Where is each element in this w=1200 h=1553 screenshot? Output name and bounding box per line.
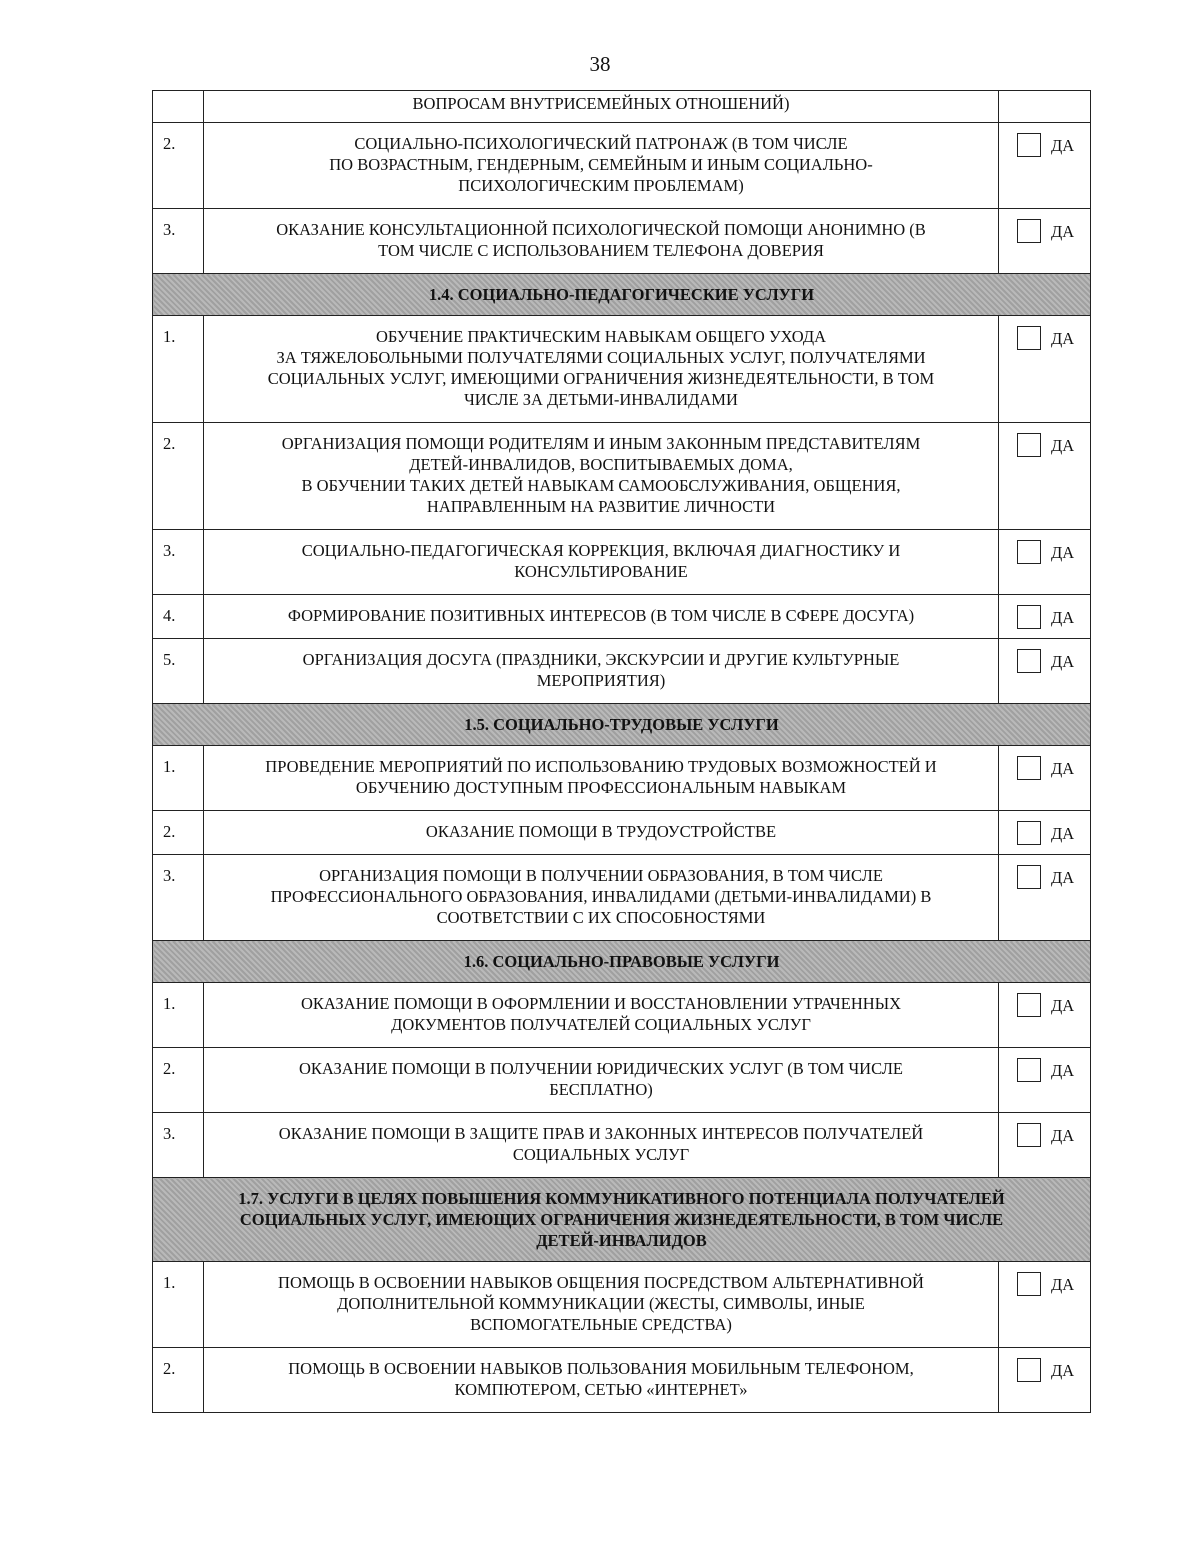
section-title-line: СОЦИАЛЬНЫХ УСЛУГ, ИМЕЮЩИХ ОГРАНИЧЕНИЯ ЖИЗНЕДЕЯТЕЛЬНОСТИ, В ТОМ ЧИСЛЕ	[239, 1210, 1004, 1229]
section-title: 1.4. СОЦИАЛЬНО-ПЕДАГОГИЧЕСКИЕ УСЛУГИ	[153, 274, 1091, 316]
yes-checkbox[interactable]	[1017, 865, 1041, 889]
service-text-line: ОКАЗАНИЕ ПОМОЩИ В ТРУДОУСТРОЙСТВЕ	[425, 822, 777, 841]
service-text	[204, 1262, 999, 1348]
service-text-line: СОЦИАЛЬНО-ПСИХОЛОГИЧЕСКИЙ ПАТРОНАЖ (В ТОМ ЧИСЛЕ	[354, 134, 848, 153]
row-number: 4.	[153, 595, 204, 639]
service-row	[153, 1048, 1091, 1113]
continuation-row	[153, 91, 1091, 123]
yes-checkbox[interactable]	[1017, 756, 1041, 780]
service-row	[153, 316, 1091, 423]
yes-label: ДА	[1051, 1060, 1075, 1080]
row-number: 3.	[153, 1113, 204, 1178]
service-text	[204, 595, 999, 639]
service-text-line: В ОБУЧЕНИИ ТАКИХ ДЕТЕЙ НАВЫКАМ САМООБСЛУЖИВАНИЯ, ОБЩЕНИЯ,	[301, 476, 901, 495]
checkbox-cell	[999, 1113, 1091, 1178]
checkbox-cell	[999, 423, 1091, 530]
section-title: 1.5. СОЦИАЛЬНО-ТРУДОВЫЕ УСЛУГИ	[153, 704, 1091, 746]
row-number: 2.	[153, 1048, 204, 1113]
section-title	[153, 1178, 1091, 1262]
section-header-row	[153, 941, 1091, 983]
service-text-line: ТОМ ЧИСЛЕ С ИСПОЛЬЗОВАНИЕМ ТЕЛЕФОНА ДОВЕРИЯ	[378, 241, 824, 260]
service-row	[153, 1262, 1091, 1348]
service-row	[153, 855, 1091, 941]
checkbox-cell	[999, 123, 1091, 209]
checkbox-cell	[999, 1048, 1091, 1113]
row-number: 1.	[153, 983, 204, 1048]
service-text-line: ЗА ТЯЖЕЛОБОЛЬНЫМИ ПОЛУЧАТЕЛЯМИ СОЦИАЛЬНЫХ УСЛУГ, ПОЛУЧАТЕЛЯМИ	[276, 348, 926, 367]
row-number: 1.	[153, 746, 204, 811]
yes-label: ДА	[1051, 651, 1075, 671]
row-number: 2.	[153, 1348, 204, 1413]
row-number: 2.	[153, 423, 204, 530]
service-text-line: ПОМОЩЬ В ОСВОЕНИИ НАВЫКОВ ПОЛЬЗОВАНИЯ МОБИЛЬНЫМ ТЕЛЕФОНОМ,	[288, 1359, 914, 1378]
service-text-line: КОНСУЛЬТИРОВАНИЕ	[514, 562, 688, 581]
service-row	[153, 1113, 1091, 1178]
row-number: 1.	[153, 316, 204, 423]
service-text-line: ПСИХОЛОГИЧЕСКИМ ПРОБЛЕМАМ)	[458, 176, 744, 195]
service-text-line: ОКАЗАНИЕ ПОМОЩИ В ПОЛУЧЕНИИ ЮРИДИЧЕСКИХ УСЛУГ (В ТОМ ЧИСЛЕ	[299, 1059, 903, 1078]
checkbox-cell	[999, 811, 1091, 855]
checkbox-cell	[999, 530, 1091, 595]
yes-label: ДА	[1051, 607, 1075, 627]
section-header-row	[153, 274, 1091, 316]
section-header-row	[153, 704, 1091, 746]
service-text	[204, 91, 999, 123]
yes-checkbox[interactable]	[1017, 1358, 1041, 1382]
row-number: 3.	[153, 530, 204, 595]
service-row	[153, 123, 1091, 209]
service-text	[204, 639, 999, 704]
yes-label: ДА	[1051, 867, 1075, 887]
yes-label: ДА	[1051, 995, 1075, 1015]
service-text-line: ПОМОЩЬ В ОСВОЕНИИ НАВЫКОВ ОБЩЕНИЯ ПОСРЕДСТВОМ АЛЬТЕРНАТИВНОЙ	[278, 1273, 924, 1292]
service-text	[204, 811, 999, 855]
service-text-line: ДЕТЕЙ-ИНВАЛИДОВ, ВОСПИТЫВАЕМЫХ ДОМА,	[409, 455, 793, 474]
service-text	[204, 855, 999, 941]
section-title-line: 1.7. УСЛУГИ В ЦЕЛЯХ ПОВЫШЕНИЯ КОММУНИКАТИВНОГО ПОТЕНЦИАЛА ПОЛУЧАТЕЛЕЙ	[238, 1189, 1005, 1208]
checkbox-cell	[999, 595, 1091, 639]
service-text-line: ФОРМИРОВАНИЕ ПОЗИТИВНЫХ ИНТЕРЕСОВ (В ТОМ ЧИСЛЕ В СФЕРЕ ДОСУГА)	[287, 606, 915, 625]
page-number: 38	[589, 52, 611, 76]
checkbox-cell	[999, 209, 1091, 274]
row-number-cell	[153, 91, 204, 123]
service-text-line: ПРОВЕДЕНИЕ МЕРОПРИЯТИЙ ПО ИСПОЛЬЗОВАНИЮ ТРУДОВЫХ ВОЗМОЖНОСТЕЙ И	[265, 757, 937, 776]
service-text	[204, 316, 999, 423]
service-text-line: ОКАЗАНИЕ ПОМОЩИ В ОФОРМЛЕНИИ И ВОССТАНОВЛЕНИИ УТРАЧЕННЫХ	[300, 994, 901, 1013]
row-number: 3.	[153, 209, 204, 274]
service-row	[153, 1348, 1091, 1413]
yes-checkbox[interactable]	[1017, 133, 1041, 157]
service-row	[153, 746, 1091, 811]
service-text	[204, 1113, 999, 1178]
yes-label: ДА	[1051, 1360, 1075, 1380]
service-row	[153, 983, 1091, 1048]
row-number: 5.	[153, 639, 204, 704]
service-text-line: КОМПЮТЕРОМ, СЕТЬЮ «ИНТЕРНЕТ»	[454, 1380, 748, 1399]
service-text-line: СОЦИАЛЬНЫХ УСЛУГ	[512, 1145, 690, 1164]
row-number: 1.	[153, 1262, 204, 1348]
service-text-line: ОРГАНИЗАЦИЯ ПОМОЩИ В ПОЛУЧЕНИИ ОБРАЗОВАНИЯ, В ТОМ ЧИСЛЕ	[319, 866, 883, 885]
yes-label: ДА	[1051, 135, 1075, 155]
section-header-row	[153, 1178, 1091, 1262]
service-text	[204, 746, 999, 811]
checkbox-cell	[999, 639, 1091, 704]
yes-label: ДА	[1051, 435, 1075, 455]
service-text-line: ВСПОМОГАТЕЛЬНЫЕ СРЕДСТВА)	[470, 1315, 732, 1334]
service-text-line: ПРОФЕССИОНАЛЬНОГО ОБРАЗОВАНИЯ, ИНВАЛИДАМИ (ДЕТЬМИ-ИНВАЛИДАМИ) В	[270, 887, 932, 906]
checkbox-cell	[999, 91, 1091, 123]
yes-checkbox[interactable]	[1017, 649, 1041, 673]
yes-checkbox[interactable]	[1017, 821, 1041, 845]
service-text-line: ОБУЧЕНИЮ ДОСТУПНЫМ ПРОФЕССИОНАЛЬНЫМ НАВЫКАМ	[355, 778, 847, 797]
service-text-line: НАПРАВЛЕННЫМ НА РАЗВИТИЕ ЛИЧНОСТИ	[426, 497, 776, 516]
section-title-line: ДЕТЕЙ-ИНВАЛИДОВ	[536, 1231, 707, 1250]
service-text	[204, 123, 999, 209]
service-text-line: СОЦИАЛЬНЫХ УСЛУГ, ИМЕЮЩИМИ ОГРАНИЧЕНИЯ ЖИЗНЕДЕЯТЕЛЬНОСТИ, В ТОМ	[267, 369, 935, 388]
service-text-line: СОЦИАЛЬНО-ПЕДАГОГИЧЕСКАЯ КОРРЕКЦИЯ, ВКЛЮЧАЯ ДИАГНОСТИКУ И	[301, 541, 901, 560]
row-number: 2.	[153, 811, 204, 855]
service-row	[153, 530, 1091, 595]
service-row	[153, 209, 1091, 274]
yes-checkbox[interactable]	[1017, 219, 1041, 243]
service-text-line: БЕСПЛАТНО)	[549, 1080, 653, 1099]
yes-label: ДА	[1051, 542, 1075, 562]
service-text	[204, 1048, 999, 1113]
service-row	[153, 639, 1091, 704]
yes-checkbox[interactable]	[1017, 326, 1041, 350]
checkbox-cell	[999, 855, 1091, 941]
yes-checkbox[interactable]	[1017, 1058, 1041, 1082]
checkbox-cell	[999, 316, 1091, 423]
service-text	[204, 209, 999, 274]
yes-label: ДА	[1051, 1125, 1075, 1145]
checkbox-cell	[999, 983, 1091, 1048]
yes-checkbox[interactable]	[1017, 605, 1041, 629]
service-text	[204, 983, 999, 1048]
yes-label: ДА	[1051, 328, 1075, 348]
service-row	[153, 423, 1091, 530]
yes-checkbox[interactable]	[1017, 540, 1041, 564]
yes-label: ДА	[1051, 221, 1075, 241]
yes-label: ДА	[1051, 1274, 1075, 1294]
service-text-line: ОРГАНИЗАЦИЯ ПОМОЩИ РОДИТЕЛЯМ И ИНЫМ ЗАКОННЫМ ПРЕДСТАВИТЕЛЯМ	[281, 434, 921, 453]
service-text-line: ОРГАНИЗАЦИЯ ДОСУГА (ПРАЗДНИКИ, ЭКСКУРСИИ И ДРУГИЕ КУЛЬТУРНЫЕ	[302, 650, 900, 669]
service-row	[153, 595, 1091, 639]
service-row	[153, 811, 1091, 855]
services-table	[152, 90, 1091, 1413]
yes-label: ДА	[1051, 823, 1075, 843]
service-text-line: СООТВЕТСТВИИ С ИХ СПОСОБНОСТЯМИ	[436, 908, 766, 927]
service-text-line: ВОПРОСАМ ВНУТРИСЕМЕЙНЫХ ОТНОШЕНИЙ)	[412, 94, 790, 113]
service-text	[204, 1348, 999, 1413]
checkbox-cell	[999, 1262, 1091, 1348]
service-text-line: ОКАЗАНИЕ ПОМОЩИ В ЗАЩИТЕ ПРАВ И ЗАКОННЫХ ИНТЕРЕСОВ ПОЛУЧАТЕЛЕЙ	[278, 1124, 924, 1143]
checkbox-cell	[999, 1348, 1091, 1413]
service-text-line: МЕРОПРИЯТИЯ)	[536, 671, 666, 690]
checkbox-cell	[999, 746, 1091, 811]
service-text-line: ДОКУМЕНТОВ ПОЛУЧАТЕЛЕЙ СОЦИАЛЬНЫХ УСЛУГ	[391, 1015, 811, 1034]
yes-checkbox[interactable]	[1017, 1272, 1041, 1296]
service-text	[204, 530, 999, 595]
yes-checkbox[interactable]	[1017, 1123, 1041, 1147]
service-text-line: ЧИСЛЕ ЗА ДЕТЬМИ-ИНВАЛИДАМИ	[464, 390, 738, 409]
row-number: 3.	[153, 855, 204, 941]
yes-label: ДА	[1051, 758, 1075, 778]
section-title: 1.6. СОЦИАЛЬНО-ПРАВОВЫЕ УСЛУГИ	[153, 941, 1091, 983]
service-text-line: ОБУЧЕНИЕ ПРАКТИЧЕСКИМ НАВЫКАМ ОБЩЕГО УХОДА	[375, 327, 826, 346]
row-number: 2.	[153, 123, 204, 209]
service-text-line: ОКАЗАНИЕ КОНСУЛЬТАЦИОННОЙ ПСИХОЛОГИЧЕСКОЙ ПОМОЩИ АНОНИМНО (В	[276, 220, 926, 239]
yes-checkbox[interactable]	[1017, 433, 1041, 457]
service-text-line: ПО ВОЗРАСТНЫМ, ГЕНДЕРНЫМ, СЕМЕЙНЫМ И ИНЫМ СОЦИАЛЬНО-	[329, 155, 873, 174]
service-text	[204, 423, 999, 530]
yes-checkbox[interactable]	[1017, 993, 1041, 1017]
service-text-line: ДОПОЛНИТЕЛЬНОЙ КОММУНИКАЦИИ (ЖЕСТЫ, СИМВОЛЫ, ИНЫЕ	[337, 1294, 865, 1313]
